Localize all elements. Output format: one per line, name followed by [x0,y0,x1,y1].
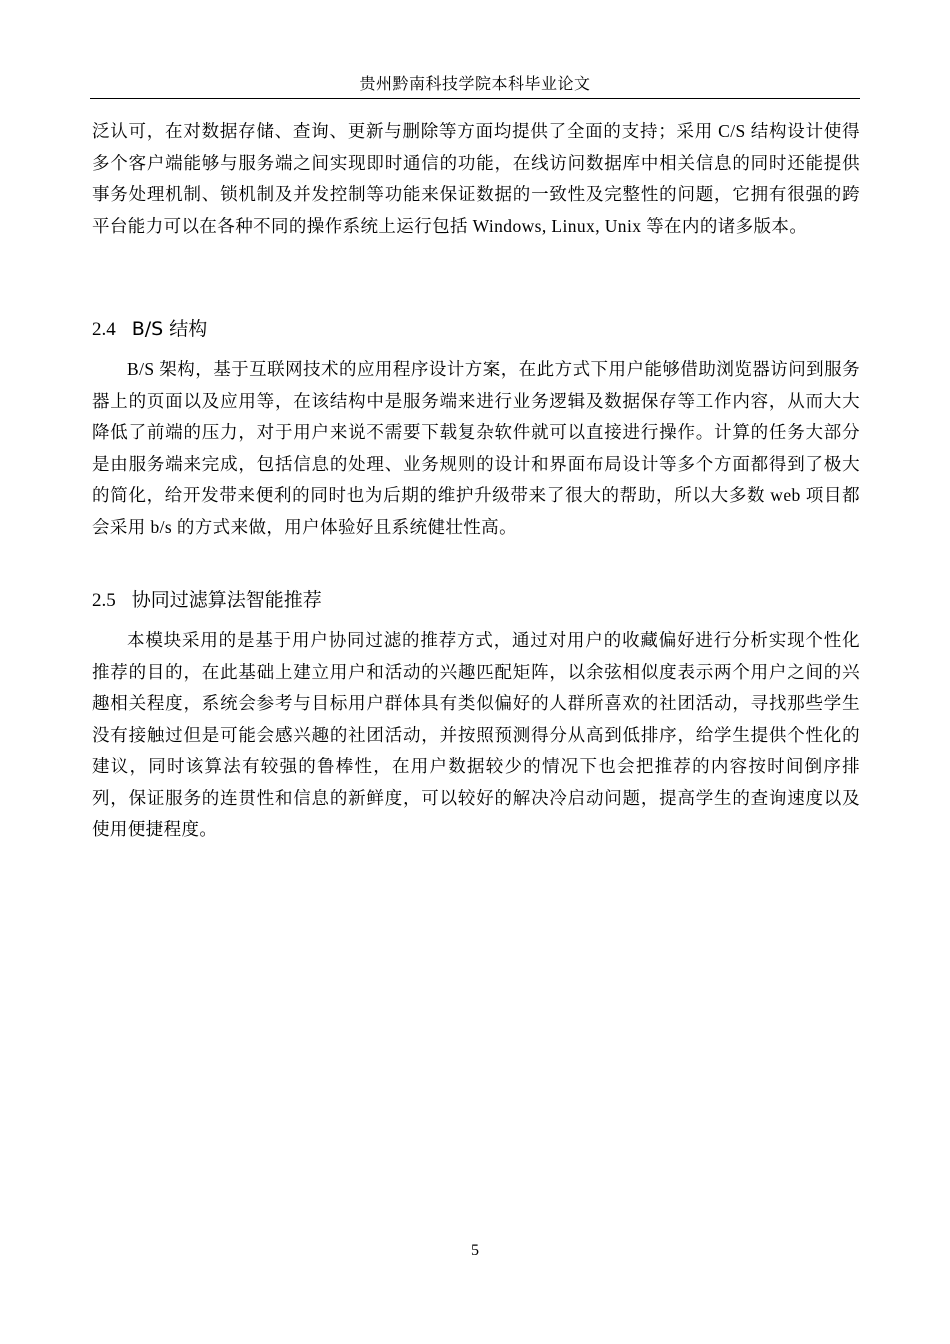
section-title: B/S 结构 [131,318,208,340]
section-number: 2.5 [92,590,116,611]
body-paragraph-bs-structure: B/S 架构，基于互联网技术的应用程序设计方案，在此方式下用户能够借助浏览器访问到服务器上的页面以及应用等，在该结构中是服务端来进行业务逻辑及数据保存等工作内容，从而大大降低了前端的压力，对于用户来说不需要下载复杂软件就可以直接进行操作。计算的任务大部分是由服务端来完成，包括信息的处理、业务规则的设计和界面布局设计等多个方面都得到了极大的简化，给开发带来便利的同时也为后期的维护升级带来了很大的帮助，所以大多数 web 项目都会采用 b/s 的方式来做，用户体验好且系统健壮性高。 [92,359,860,537]
running-header: 贵州黔南科技学院本科毕业论文 [359,76,591,93]
body-paragraph-collaborative-filtering: 本模块采用的是基于用户协同过滤的推荐方式，通过对用户的收藏偏好进行分析实现个性化推荐的目的，在此基础上建立用户和活动的兴趣匹配矩阵，以余弦相似度表示两个用户之间的兴趣相关程度，系统会参考与目标用户群体具有类似偏好的人群所喜欢的社团活动，寻找那些学生没有接触过但是可能会感兴趣的社团活动，并按照预测得分从高到低排序，给学生提供个性化的建议，同时该算法有较强的鲁棒性，在用户数据较少的情况下也会把推荐的内容按时间倒序排列，保证服务的连贯性和信息的新鲜度，可以较好的解决冷启动问题，提高学生的查询速度以及使用便捷程度。 [92,630,860,839]
section-number: 2.4 [92,319,116,340]
section-heading-2-4 [92,316,207,343]
section-heading-2-5 [92,587,322,614]
header-rule [90,98,860,99]
body-paragraph-continued: 泛认可，在对数据存储、查询、更新与删除等方面均提供了全面的支持；采用 C/S 结构设计使得多个客户端能够与服务端之间实现即时通信的功能，在线访问数据库中相关信息的同时还能提供事务处理机制、锁机制及并发控制等功能来保证数据的一致性及完整性的问题，它拥有很强的跨平台能力可以在各种不同的操作系统上运行包括 Windows, Linux, Unix 等在内的诸多版本。 [92,121,860,236]
page-number: 5 [471,1242,479,1259]
section-title: 协同过滤算法智能推荐 [131,589,322,611]
